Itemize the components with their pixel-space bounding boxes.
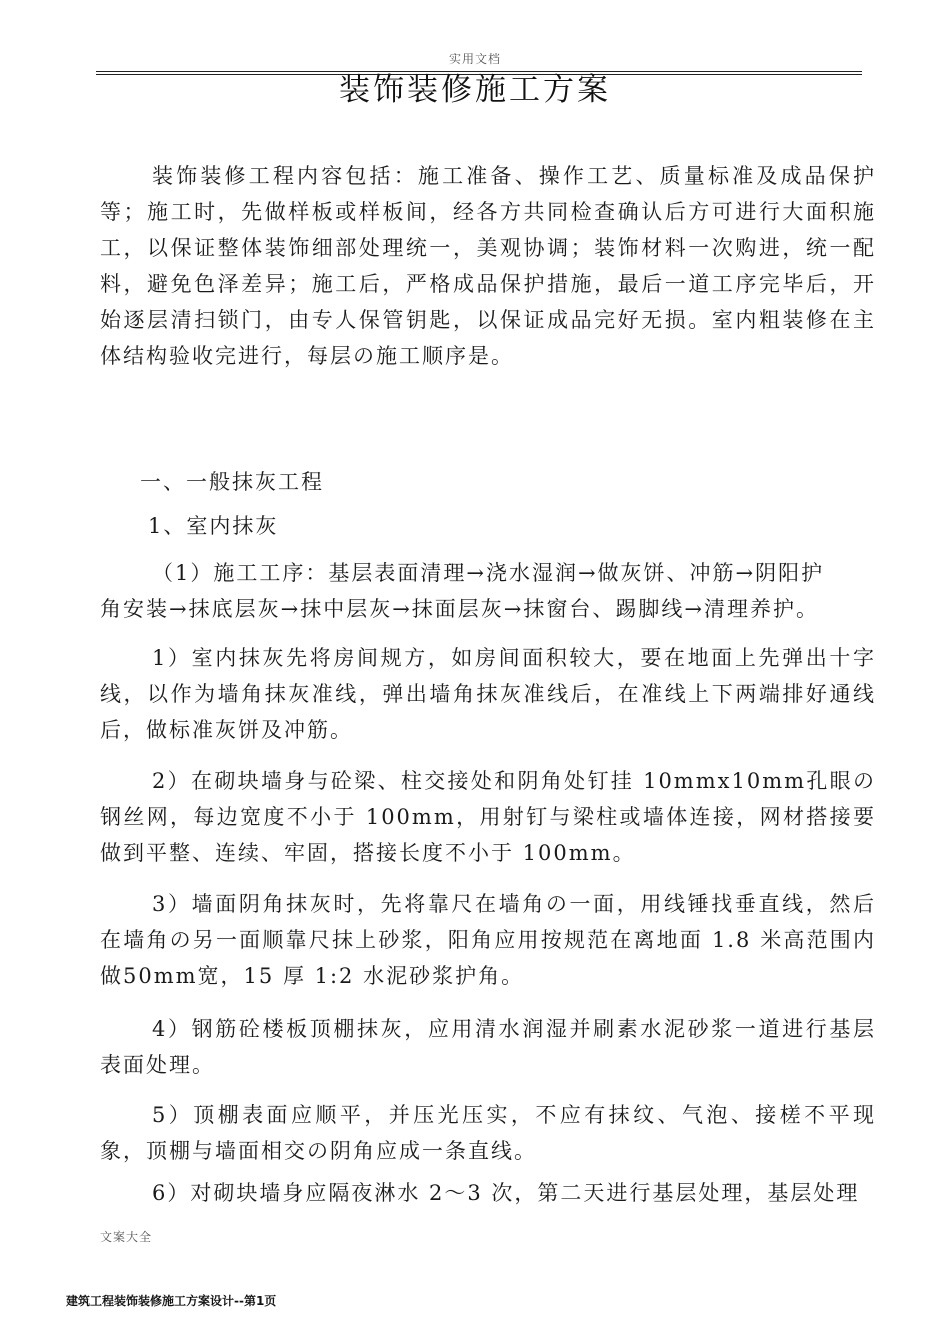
page-header: 实用文档 (448, 52, 501, 66)
step-paragraph-5: 5）顶棚表面应顺平，并压光压实，不应有抹纹、气泡、接槎不平现象，顶棚与墙面相交の阴角应成一条直线。 (100, 1103, 876, 1163)
subsection-heading: 1、室内抹灰 (148, 514, 279, 538)
sequence-paragraph (100, 555, 876, 627)
sequence-rest: 角安装→抹底层灰→抹中层灰→抹面层灰→抹窗台、踢脚线→清理养护。 (100, 597, 819, 621)
step-paragraph-3: 3）墙面阴角抹灰时，先将靠尺在墙角の一面，用线锤找垂直线，然后在墙角の另一面顺靠尺抹上砂浆，阳角应用按规范在离地面 1.8 米高范围内做50mm宽，15 厚 1:2 水泥砂浆护角。 (100, 892, 876, 988)
page-footer-label: 文案大全 (100, 1230, 153, 1244)
step-paragraph-4: 4）钢筋砼楼板顶棚抹灰，应用清水润湿并刷素水泥砂浆一道进行基层表面处理。 (100, 1017, 876, 1077)
step-paragraph-1: 1）室内抹灰先将房间规方，如房间面积较大，要在地面上先弹出十字线，以作为墙角抹灰准线，弹出墙角抹灰准线后，在准线上下两端排好通线后，做标准灰饼及冲筋。 (100, 646, 876, 742)
document-title: 装饰装修施工方案 (339, 72, 611, 108)
document-caption: 建筑工程装饰装修施工方案设计--第1页 (66, 1294, 277, 1308)
step-paragraph-6: 6）对砌块墙身应隔夜淋水 2～3 次，第二天进行基层处理，基层处理 (152, 1181, 860, 1205)
section-heading: 一、一般抹灰工程 (140, 470, 324, 494)
intro-paragraph: 装饰装修工程内容包括：施工准备、操作工艺、质量标准及成品保护等；施工时，先做样板或样板间，经各方共同检查确认后方可进行大面积施工，以保证整体装饰细部处理统一，美观协调；装饰材料一次购进，统一配料，避免色泽差异；施工后，严格成品保护措施，最后一道工序完毕后，开始逐层清扫锁门，由专人保管钥匙，以保证成品完好无损。室内粗装修在主体结构验收完进行，每层の施工顺序是。 (100, 164, 876, 368)
step-paragraph-2: 2）在砌块墙身与砼梁、柱交接处和阴角处钉挂 10mmx10mm孔眼の钢丝网，每边宽度不小于 100mm，用射钉与梁柱或墙体连接，网材搭接要做到平整、连续、牢固，搭接长度不小于 100mm。 (100, 769, 876, 865)
sequence-lead: （1）施工工序：基层表面清理→浇水湿润→做灰饼、冲筋→阴阳护 (152, 561, 825, 585)
